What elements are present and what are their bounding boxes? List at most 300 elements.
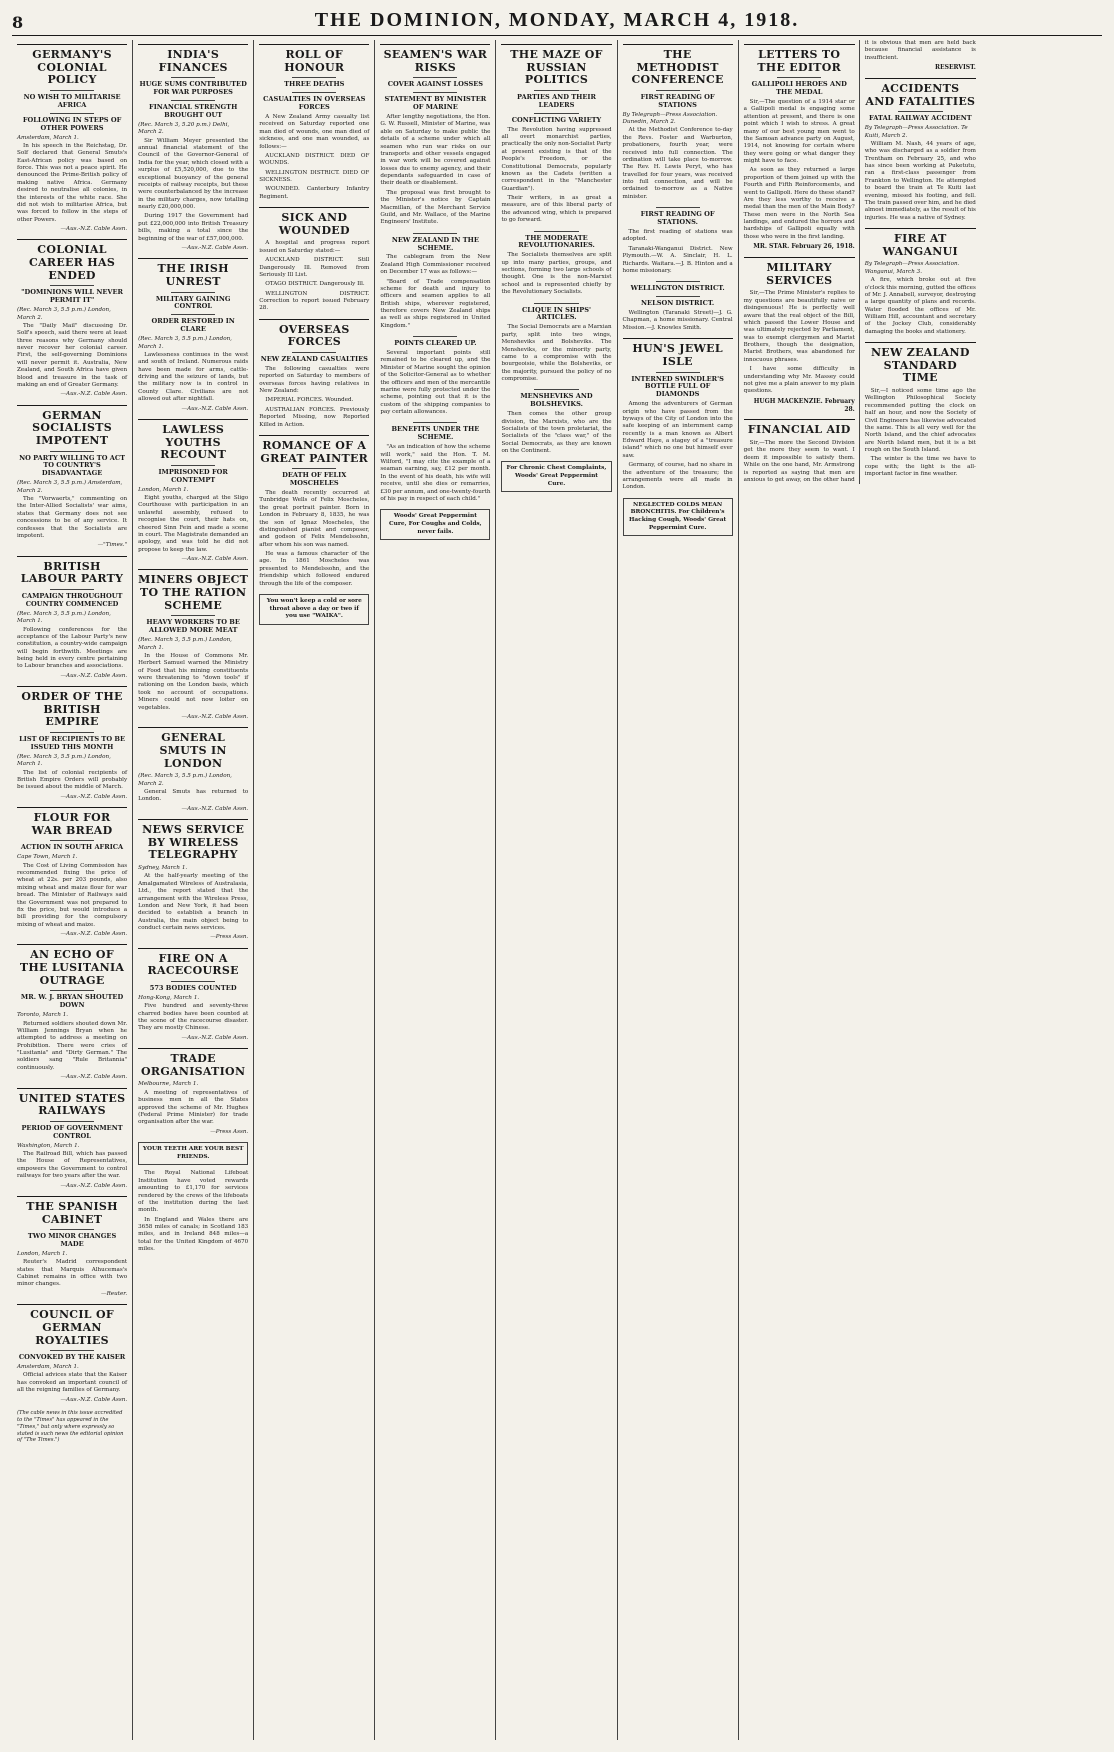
article-subheading: FATAL RAILWAY ACCIDENT [868, 114, 972, 123]
article [17, 1304, 127, 1404]
article-paragraph: Following conferences for the acceptance of the Labour Party's new constitution, a country-wide campaign will begin forthwith. Meetings are being held in every centre pertaining to Labour branches and associations. [17, 626, 128, 670]
article-paragraph: A hospital and progress report issued on Saturday stated:— [259, 240, 370, 254]
headline-rule [17, 807, 127, 808]
article-paragraph: After lengthy negotiations, the Hon. G. W. Russell, Minister of Marine, was able on Saturday to make public the details of a scheme under which all seamen who run war risks on our transports and other vessels engaged in war work will be covered against losses due to enemy agency, and their dependants safeguarded in case of their death or disablement. [380, 114, 491, 187]
article-headline: SEAMEN'S WAR RISKS [383, 48, 488, 74]
headline-rule [259, 207, 369, 208]
headline-rule [138, 819, 248, 820]
article-headline: TRADE ORGANISATION [141, 1052, 246, 1078]
article-headline: THE MAZE OF RUSSIAN POLITICS [510, 48, 603, 87]
article-subheading: LIST OF RECIPIENTS TO BE ISSUED THIS MONTH [19, 735, 125, 751]
column-body [259, 44, 369, 625]
article [501, 303, 611, 384]
divider [50, 732, 94, 733]
article-subheading: WELLINGTON DISTRICT. [630, 284, 725, 293]
headline-rule [623, 44, 733, 45]
column-7 [739, 40, 981, 1740]
headline-rule [744, 419, 855, 420]
column-footnote: (The cable news in this issue accredited to the "Times" has appeared in the "Times," but only where expressly so stated is such news the editorial opinion of "The Times.") [17, 1409, 124, 1444]
divider [171, 615, 215, 616]
article-subheading: MENSHEVIKS AND BOLSHEVIKS. [520, 392, 593, 409]
divider [50, 451, 94, 452]
headline-rule [17, 686, 127, 687]
column-5 [496, 40, 617, 1740]
article-headline: ROLL OF HONOUR [284, 48, 345, 74]
divider [50, 589, 94, 590]
article-paragraph: AUSTRALIAN FORCES. Previously Reported Missing, now Reported Killed in Action. [259, 406, 370, 428]
article-source: —Aus.-N.Z. Cable Assn. [181, 556, 249, 563]
divider [171, 314, 215, 315]
article-source: —Aus.-N.Z. Cable Assn. [60, 1182, 128, 1189]
article-paragraph: Then comes the other group division, the Marxists, who are the Socialists of the town proletariat, the Socialists of the "class war," of the Social Democrats, as they are known on the Continent. [501, 411, 612, 455]
article-source: —Aus.-N.Z. Cable Assn. [60, 793, 128, 800]
article-paragraph: WELLINGTON DISTRICT. Correction to report issued February 28. [259, 290, 370, 312]
divider [534, 231, 578, 232]
article-source: —"Times." [97, 542, 128, 549]
column-2 [133, 40, 254, 1740]
article [623, 338, 733, 492]
article [17, 405, 127, 550]
headline-rule [744, 257, 855, 258]
article [138, 44, 248, 252]
article-headline: GENERAL SMUTS IN LONDON [159, 731, 227, 770]
article-subheading: THE MODERATE REVOLUTIONARIES. [518, 233, 595, 250]
article-dateline: Toronto, March 1. [17, 1012, 69, 1019]
article-paragraph: WOUNDED. Canterbury Infantry Regiment. [259, 186, 370, 200]
article-dateline: (Rec. March 3, 5.5 p.m.) London, March 2. [138, 773, 232, 787]
divider [50, 90, 94, 91]
article-paragraph: Lawlessness continues in the west and south of Ireland. Numerous raids have been made for arms, cattle-driving and the seizure of lands, but the military now is in control in County Clare. Civilians are not allowed out after nightfall. [138, 351, 249, 403]
headline-rule [17, 1196, 127, 1197]
article-headline: FLOUR FOR WAR BREAD [31, 811, 113, 837]
article-subheading: PARTIES AND THEIR LEADERS [517, 92, 596, 109]
article-paragraph: Among the adventurers of German origin who have passed from the byways of the City of London into the safe keeping of an internment camp recently is a man known as Albert Edward Haye, a stagey of a "treasure island" which no one but himself ever saw. [622, 401, 733, 459]
article [865, 228, 976, 336]
article [138, 819, 248, 942]
article-paragraph: Taranaki-Wanganui District. New Plymouth.—W. A. Sinclair, H. L. Richards. Waitara.—J. B. Hinton and a home missionary. [622, 245, 733, 274]
article-subheading: STATEMENT BY MINISTER OF MARINE [384, 95, 487, 112]
article-headline: THE SPANISH CABINET [26, 1199, 118, 1226]
article [17, 556, 127, 680]
article [259, 207, 369, 313]
article [17, 686, 127, 801]
advertisement: YOUR TEETH ARE YOUR BEST FRIENDS. [138, 1142, 248, 1165]
article-dateline: (Rec. March 3, 5.5 p.m.) London, March 1. [138, 336, 232, 350]
article-source: —Aus.-N.Z. Cable Assn. [181, 244, 249, 251]
article-headline: BRITISH LABOUR PARTY [20, 559, 124, 586]
headline-rule [17, 1088, 127, 1089]
divider [171, 77, 215, 78]
letter-signature: MR. STAR. February 26, 1918. [753, 243, 855, 251]
article [865, 342, 976, 478]
article-paragraph: AUCKLAND DISTRICT. DIED OF WOUNDS. [259, 152, 370, 167]
article-subheading: TWO MINOR CHANGES MADE [27, 1232, 117, 1249]
divider [171, 465, 215, 466]
article-paragraph: During 1917 the Government had put £22,000,000 into British Treasury bills, making a total since the beginning of the war of £57,000,000. [138, 213, 249, 242]
article-subheading: COVER AGAINST LOSSES [387, 80, 484, 89]
article-paragraph: I have some difficulty in understanding why Mr. Massey could not give me a plain answer to my plain questions. [743, 366, 855, 395]
article-subheading: ACTION IN SOUTH AFRICA [20, 843, 124, 852]
article-dateline: Hong-Kong, March 1. [138, 994, 200, 1001]
article-headline: FINANCIAL AID [747, 423, 851, 437]
article-subheading: GALLIPOLI HEROES AND THE MEDAL [751, 80, 847, 97]
letter-signature: HUGH MACKENZIE. February 28. [753, 397, 855, 413]
article-paragraph: Sir,—The Prime Minister's replies to my questions are beautifully naive or disingenuous! He is perfectly well aware that the real object of the Bill, which passed the Lower House and was ultimately rejected by Parliament, was to exempt clergymen and Marist Brothers, though the designation, Marist Brothers, was abandoned for innocuous phrases. [743, 290, 855, 363]
column-1 [12, 40, 133, 1740]
divider [413, 233, 457, 234]
divider [171, 292, 215, 293]
headline-rule [138, 419, 248, 420]
article-paragraph: The first reading of stations was adopted. [622, 229, 733, 243]
article-headline: HUN'S JEWEL ISLE [632, 342, 723, 368]
article-paragraph: The Revolution having suppressed all overt monarchist parties, practically the only non-Socialist Party at present existing is that of the People's Freedom, or the Constitutional Democrats, popularly known as the Cadets (written a correspondent in the "Manchester Guardian"). [501, 126, 612, 192]
article-paragraph: The "Vorwaerts," commenting on the Inter-Allied Socialists' war aims, states that Germany does not see concessions to be of any service. It confesses that the Socialists are impotent. [17, 496, 128, 539]
article-paragraph: The Railroad Bill, which has passed the House of Representatives, empowers the Government to control railways for two years after the war. [17, 1151, 128, 1180]
article-paragraph: "Board of Trade compensation scheme for death and injury to officers and seamen applies to all British ships, wherever registered, therefore covers New Zealand ships as well as ships registered in United Kingdom." [380, 278, 491, 329]
article-paragraph: In the House of Commons Mr. Herbert Samuel warned the Ministry of Food that his mining constituents were threatening to "down tools" if rationing on the London basis, which took no account of occupations. Miners could not now loiter on vegetables. [138, 652, 249, 711]
article-paragraph: William M. Nash, 44 years of age, who was discharged as a soldier from Trentham on February 25, and who has since been working at Puketutu, ran a first-class passenger from Frankton to Wellington. He attempted to board the train at Te Kuiti last evening, missed his footing, and fell. The train passed over him, and he died almost immediately, as the result of his injuries. He was a native of Sydney. [864, 140, 976, 221]
article-dateline: London, March 1. [17, 1250, 68, 1257]
article-paragraph: IMPERIAL FORCES. Wounded. [265, 397, 354, 404]
divider [413, 92, 457, 93]
article-paragraph: The Socialists themselves are split up into many parties, groups, and sections, forming two large schools of thought. One is the non-Marxist school and is represented chiefly by the Revolutionary Socialists. [501, 252, 612, 296]
article [744, 44, 855, 251]
article-paragraph: Sir William Meyer presented the annual financial statement of the Council of the Governor-General of India for the year, which closed with a surplus of £5,520,000, due to the exceptional buoyancy of the general receipts of railway receipts, but these were counterbalanced by the increase in the military charges, now totalling nearly £20,000,000. [138, 137, 249, 211]
divider [413, 77, 457, 78]
article-source: —Press Assn. [210, 934, 249, 941]
divider [171, 981, 215, 982]
headline-rule [17, 405, 127, 406]
article [380, 233, 490, 331]
article-headline: THE METHODIST CONFERENCE [631, 48, 724, 87]
article-subheading: FIRST READING OF STATIONS. [640, 210, 715, 227]
article-subheading: ORDER RESTORED IN CLARE [151, 317, 235, 334]
divider [292, 352, 336, 353]
article [623, 207, 733, 275]
article-paragraph: The Royal National Lifeboat Institution have voted rewards amounting to £1,170 for services rendered by the crews of the lifeboats of the institution during the last month. [138, 1170, 249, 1214]
divider [656, 372, 700, 373]
article-paragraph: Reuter's Madrid correspondent states that Marquis Alhucemas's Cabinet remains in office with two minor changes. [17, 1259, 128, 1288]
article-paragraph: WELLINGTON DISTRICT. DIED OF SICKNESS. [259, 169, 370, 183]
article-dateline: By Telegraph—Press Association. Dunedin, March 2. [622, 111, 718, 126]
advertisement: For Chronic Chest Complaints, Woods' Great Peppermint Cure. [501, 461, 611, 492]
article [380, 336, 490, 416]
article-paragraph: AUCKLAND DISTRICT. Still Dangerously Ill. Removed from Seriously Ill List. [259, 257, 370, 278]
headline-rule [259, 435, 369, 436]
headline-rule [138, 569, 248, 570]
divider [292, 468, 336, 469]
article [17, 944, 127, 1081]
article [259, 319, 369, 429]
article-paragraph: Sir,—I noticed some time ago the Wellington Philosophical Society recommended putting the clock on half an hour, and now the Society of Civil Engineers has likewise advocated the same. This is all very well for the North Island, and the chief advocates are North Island men, but it is a bit rough on the South Island. [864, 388, 976, 454]
article-paragraph: Official advices state that the Kaiser has convoked an important council of all the reigning families of Germany. [17, 1372, 128, 1394]
article-subheading: FIRST READING OF STATIONS [640, 92, 715, 109]
headline-rule [17, 1304, 127, 1305]
letter-signature: RESERVIST. [935, 64, 976, 72]
divider [656, 281, 700, 282]
article [501, 44, 611, 225]
article-paragraph: In his speech in the Reichstag, Dr. Solf declared that General Smuts's East-African policy was based on force. This was not a peace spirit. He denounced the Prime-British policy of making native Africa. Germany desired to neutralise all colonies, in the interests of the white race. She did not wish to militarise Africa, but was forced to follow in the steps of other Powers. [17, 142, 128, 223]
article [138, 948, 248, 1042]
article-headline: THE IRISH UNREST [157, 262, 229, 288]
divider [777, 77, 821, 78]
column-body [138, 44, 248, 1254]
divider [50, 113, 94, 114]
article-headline: FIRE ON A RACECOURSE [147, 951, 239, 978]
article-headline: INDIA'S FINANCES [158, 48, 228, 74]
divider [50, 840, 94, 841]
article-subheading: FOLLOWING IN STEPS OF OTHER POWERS [22, 115, 122, 132]
headline-rule [380, 44, 490, 45]
article-subheading: PERIOD OF GOVERNMENT CONTROL [21, 1123, 123, 1140]
article [623, 44, 733, 201]
column-body [744, 40, 976, 484]
article-dateline: London, March 1. [138, 486, 189, 493]
article-headline: FIRE AT WANGANUI [882, 232, 958, 258]
article-dateline: (Rec. March 3, 5.5 p.m.) London, March 2. [17, 307, 111, 321]
headline-rule [17, 944, 127, 945]
masthead [12, 6, 1102, 36]
article-headline: ORDER OF THE BRITISH EMPIRE [21, 690, 123, 729]
article-headline: AN ECHO OF THE LUSITANIA OUTRAGE [19, 948, 125, 987]
article-subheading: DEATH OF FELIX MOSCHELES [282, 471, 347, 488]
article-headline: UNITED STATES RAILWAYS [18, 1091, 126, 1118]
article [138, 419, 248, 563]
article [380, 44, 490, 227]
article-paragraph: The Social Democrats are a Marxian party, split into two wings, Mensheviks and Bolsheviks. The Mensheviks, or the minority party, came to a compromise with the bourgeoisie, while the Bolsheviks, or the majority, pursued the policy of no compromise. [501, 324, 612, 383]
article-paragraph: Several important points still remained to be cleared up, and the Minister of Marine sought the opinion of the Solicitor-General as to whether the officers and men of the mercantile marine were fully protected under the scheme, pointing out that it is the custom of the shipping companies to pay certain allowances. [380, 350, 491, 416]
article [744, 257, 855, 413]
newspaper-title: THE DOMINION, MONDAY, MARCH 4, 1918. [314, 9, 800, 31]
article-subheading: NELSON DISTRICT. [641, 299, 715, 308]
article-dateline: Amsterdam, March 1. [17, 1364, 79, 1371]
article-paragraph: Returned soldiers shouted down Mr. William Jennings Bryan when he attempted to address a meeting on Prohibition. There were cries of "Lusitania" and "Dirty German." The soldiers sang "Rule Britannia" continuously. [17, 1020, 128, 1071]
article-paragraph: General Smuts has returned to London. [138, 788, 249, 803]
article-subheading: NEW ZEALAND CASUALTIES [260, 355, 368, 364]
divider [413, 422, 457, 423]
article-headline: COLONIAL CAREER HAS ENDED [29, 243, 116, 282]
headline-rule [259, 319, 369, 320]
article [865, 78, 976, 222]
article-paragraph: In England and Wales there are 3658 miles of canals; in Scotland 183 miles, and in Ireland 848 miles—a total for the United Kingdom of 4670 miles. [138, 1216, 249, 1253]
column-3 [254, 40, 375, 1740]
article-paragraph: A fire, which broke out at five o'clock this morning, gutted the offices of Mr. J. Annabell, surveyor, destroying a large quantity of plans and records. Water flooded the offices of Mr. William Hill, accountant and secretary of the Jockey Club, considerably damaging the books and stationery. [864, 277, 976, 335]
article-subheading: "DOMINIONS WILL NEVER PERMIT IT" [21, 288, 124, 305]
article-source: —Aus.-N.Z. Cable Assn. [181, 1034, 249, 1041]
headline-rule [138, 258, 248, 259]
advertisement: You won't keep a cold or sore throat above a day or two if you use "WAIKA". [259, 594, 369, 625]
article-headline: LETTERS TO THE EDITOR [757, 48, 842, 74]
article-dateline: (Rec. March 3, 5.5 p.m.) Amsterdam, March 2. [17, 480, 123, 494]
article-subheading: INTERNED SWINDLER'S BOTTLE FULL OF DIAMONDS [631, 374, 724, 399]
headline-rule [17, 44, 127, 45]
article [259, 44, 369, 201]
headline-rule [138, 1048, 248, 1049]
column-body [17, 44, 127, 1444]
article-dateline: (Rec. March 3, 5.5 p.m.) London, March 1. [17, 610, 111, 625]
article-source: —Aus.-N.Z. Cable Assn. [60, 672, 128, 679]
headline-rule [623, 338, 733, 339]
article-paragraph: A New Zealand Army casualty list received on Saturday reported one man died of wounds, one man died of sickness, and one man wounded, as follows:— [259, 114, 370, 150]
divider [534, 90, 578, 91]
article [380, 422, 490, 503]
article-subheading: MR. W. J. BRYAN SHOUTED DOWN [20, 993, 124, 1010]
article-paragraph: The proposal was first brought to the Minister's notice by Captain Macmillan, of the Merchant Service Guild, and Mr. Wallace, of the Marine Engineers' Institute. [380, 189, 491, 226]
article-paragraph: The following casualties were reported on Saturday to members of overseas forces having relatives in New Zealand: [259, 365, 370, 395]
divider [534, 303, 578, 304]
article [17, 807, 127, 938]
article-source: —Aus.-N.Z. Cable Assn. [181, 805, 249, 812]
article [17, 44, 127, 233]
article-dateline: By Telegraph—Press Association. Te Kuiti, March 2. [864, 125, 968, 139]
headline-rule [501, 44, 611, 45]
article-source: —Aus.-N.Z. Cable Assn. [60, 931, 128, 938]
divider [50, 1229, 94, 1230]
divider [171, 100, 215, 101]
divider [656, 90, 700, 91]
article-dateline: Sydney, March 1. [138, 865, 188, 871]
article-paragraph: As soon as they returned a large proportion of them joined up with the Fourth and Fifth Reinforcements, and went to Gallipoli. Here do these stand? Are they less worthy to receive a medal than the men of the Main Body? These men were in the North Sea landings, and endured the horrors and hardships of Gallipoli equally with those who were in the first landing. [743, 167, 855, 240]
divider [50, 285, 94, 286]
article-headline: ACCIDENTS AND FATALITIES [865, 82, 976, 108]
column-body [501, 44, 611, 492]
article-paragraph: A meeting of representatives of business men in all the States approved the scheme of Mr. Hughes (Federal Prime Minister) for trade organisation after the war. [138, 1089, 249, 1126]
article-headline: COUNCIL OF GERMAN ROYALTIES [30, 1308, 114, 1347]
article-paragraph: The Cost of Living Commission has recommended fixing the price of wheat at 22s. per 203 pounds, also mixing wheat and maize flour for war bread. The Minister of Railways said the Government was not prepared to fix the price, but would introduce a bill providing for the compulsory mixing of wheat and maize. [17, 862, 128, 928]
article-paragraph: Five hundred and seventy-three charred bodies have been counted at the scene of the racecourse disaster. They are mostly Chinese. [138, 1003, 249, 1032]
article-paragraph: Wellington (Taranaki Street)—J. G. Chapman, a home missionary. Central Mission.—J. Knowles Smith. [622, 310, 733, 331]
article [501, 389, 611, 455]
article-paragraph: Sir,—The more the Second Division get the more they seem to want. I deem it impossible to satisfy them. While on the one hand, Mr. Armstrong is reported as saying that men are anxious to get away, on the other hand it is obvious that men are held back because financial assistance is insufficient. [743, 40, 976, 483]
article [138, 258, 248, 413]
headline-rule [17, 556, 127, 557]
article-subheading: CASUALTIES IN OVERSEAS FORCES [263, 95, 366, 112]
article-subheading: 573 BODIES COUNTED [149, 984, 237, 993]
divider [292, 77, 336, 78]
article-headline: SICK AND WOUNDED [278, 211, 350, 237]
article-paragraph: The list of colonial recipients of British Empire Orders will probably be issued about the middle of March. [17, 769, 128, 791]
article-subheading: HUGE SUMS CONTRIBUTED FOR WAR PURPOSES [139, 80, 247, 97]
article-paragraph: At the Methodist Conference to-day the Revs. Foster and Warburton, probationers, fourth year, were received into full connection. The ordination will take place to-morrow. The Rev. H. Lewis Peryt, who has travelled for four years, was received into full connection, and will be ordained to-morrow as a Native minister. [622, 127, 733, 200]
article-source: —Aus.-N.Z. Cable Assn. [60, 1396, 128, 1403]
article [138, 1048, 248, 1136]
newspaper-columns [12, 40, 1102, 1740]
article [138, 569, 248, 721]
article [138, 727, 248, 813]
article-paragraph: Sir,—The question of a 1914 star or a Gallipoli medal is engaging some attention at present, and there is one point which I wish to stress. A great many of our best young men went to the Samoan advance party on August, 1914, not knowing for certain where they were going or what danger they might have to face. [743, 99, 855, 165]
article-subheading: CONFLICTING VARIETY [511, 115, 602, 124]
headline-rule [865, 342, 976, 343]
article-source: —Aus.-N.Z. Cable Assn. [60, 1074, 128, 1081]
article-paragraph: Germany, of course, had no share in the adventure of the treasure; the arrangements were all made in London. [622, 462, 733, 491]
article-paragraph: The winter is the time we have to cope with; the light is the all-important factor in fine weather. [864, 456, 976, 478]
article-paragraph: The death recently occurred at Tunbridge Wells of Felix Moscheles, the great portrait painter. Born in London in February 8, 1835, he was the son of Ignaz Moscheles, the distinguished pianist and composer, and godson of Felix Mendelssohn, after whom his son was named. [259, 490, 370, 548]
headline-rule [17, 239, 127, 240]
article-subheading: POINTS CLEARED UP. [394, 339, 477, 348]
divider [292, 92, 336, 93]
headline-rule [744, 44, 855, 45]
article-headline: MILITARY SERVICES [766, 261, 833, 287]
article-subheading: THREE DEATHS [284, 80, 345, 89]
article [17, 239, 127, 398]
article [501, 231, 611, 297]
article-dateline: By Telegraph—Press Association. Wanganui, March 3. [864, 261, 960, 275]
headline-rule [865, 228, 976, 229]
article-paragraph: Their writers, in as great a measure, are of this liberal party of the advanced wing, which is prepared to go forward. [501, 195, 612, 224]
column-body [380, 44, 490, 540]
column-6 [618, 40, 739, 1740]
divider [50, 1350, 94, 1351]
divider [50, 1121, 94, 1122]
headline-rule [865, 78, 976, 79]
article-subheading: CONVOKED BY THE KAISER [18, 1353, 126, 1362]
article-source: —Aus.-N.Z. Cable Assn. [181, 405, 249, 412]
article-headline: LAWLESS YOUTHS RECOUNT [160, 422, 227, 462]
article-source: —Aus.-N.Z. Cable Assn. [60, 226, 128, 233]
divider [898, 111, 942, 112]
divider [50, 990, 94, 991]
article-paragraph: The cablegram from the New Zealand High Commissioner received on December 17 was as follows:— [380, 254, 491, 276]
article-subheading: MILITARY GAINING CONTROL [155, 294, 231, 311]
article-headline: NEW ZEALAND STANDARD TIME [870, 346, 970, 385]
headline-rule [138, 948, 248, 949]
article-subheading: NO WISH TO MILITARISE AFRICA [23, 92, 121, 109]
article-dateline: (Rec. March 3, 5.5 p.m.) London, March 1. [138, 637, 232, 651]
column-body [623, 44, 733, 536]
article-paragraph: "As an indication of how the scheme will work," said the Hon. T. M. Wilford, "I may cite the example of a seaman earning, say, £12 per month. In the event of his death, his wife will receive, until she dies or remarries, £30 per annum, and one-twenty-fourth of his pay in respect of each child." [380, 444, 491, 502]
divider [656, 296, 700, 297]
article [623, 281, 733, 332]
article-source: —Aus.-N.Z. Cable Assn. [181, 713, 249, 720]
article-subheading: HEAVY WORKERS TO BE ALLOWED MORE MEAT [146, 618, 240, 635]
column-4 [375, 40, 496, 1740]
article-subheading: IMPRISONED FOR CONTEMPT [158, 467, 228, 484]
divider [534, 389, 578, 390]
article-subheading: NEW ZEALAND IN THE SCHEME. [391, 235, 479, 252]
article-dateline: Cape Town, March 1. [17, 854, 78, 861]
article-dateline: Washington, March 1. [17, 1142, 80, 1149]
article-subheading: CAMPAIGN THROUGHOUT COUNTRY COMMENCED [21, 591, 123, 608]
advertisement: Woods' Great Peppermint Cure, For Coughs and Colds, never fails. [380, 509, 490, 540]
article-subheading: FINANCIAL STRENGTH BROUGHT OUT [149, 103, 238, 119]
article-headline: ROMANCE OF A GREAT PAINTER [260, 438, 369, 465]
article-headline: GERMAN SOCIALISTS IMPOTENT [32, 408, 113, 447]
article-paragraph: OTAGO DISTRICT. Dangerously Ill. [265, 281, 365, 288]
headline-rule [259, 44, 369, 45]
article-paragraph: He was a famous character of the age. In 1861 Moscheles was presented to Mendelssohn, and the friendship which followed endured through the life of the composer. [259, 551, 370, 587]
article [17, 1088, 127, 1190]
article-paragraph: The "Daily Mail" discussing Dr. Solf's speech, said there were at least three reasons why Germany should never recover her colonial career. First, the self-governing Dominions will never permit it. Australia, New Zealand, and South Africa have given blood and treasure in the task of making an end of Greater Germany. [17, 322, 128, 388]
article-headline: NEWS SERVICE BY WIRELESS TELEGRAPHY [142, 823, 245, 862]
article-paragraph: Eight youths, charged at the Sligo Courthouse with participation in an unlawful assembly, refused to recognise the court, their hats on, cheered Sinn Fein and made a scene in court. The Magistrate demanded an apology, and was told he did not propose to keep the law. [138, 495, 249, 553]
article-source: —Reuter. [100, 1290, 128, 1297]
article-dateline: (Rec. March 3, 5.5 p.m.) London, March 1. [17, 753, 111, 768]
article-source: —Press Assn. [210, 1128, 249, 1135]
article-paragraph: At the half-yearly meeting of the Amalgamated Wireless of Australasia, Ltd., the report stated that the arrangement with the Wireless Press, London and New York, it had been decided to establish a branch in Australia, the main object being to conduct certain news services. [138, 873, 249, 931]
headline-rule [138, 44, 248, 45]
divider [413, 336, 457, 337]
article [259, 435, 369, 588]
article-subheading: NO PARTY WILLING TO ACT TO COUNTRY'S DISADVANTAGE [19, 453, 126, 478]
page-number: 8 [12, 13, 24, 32]
divider [534, 113, 578, 114]
divider [656, 207, 700, 208]
advertisement: NEGLECTED COLDS MEAN BRONCHITIS. For Children's Hacking Cough, Woods' Great Peppermint Cure. [623, 498, 733, 537]
article-headline: OVERSEAS FORCES [278, 322, 350, 349]
article-dateline: (Rec. March 3, 5.20 p.m.) Delhi, March 2. [138, 121, 230, 136]
article-headline: GERMANY'S COLONIAL POLICY [32, 48, 112, 87]
article [17, 1196, 127, 1298]
